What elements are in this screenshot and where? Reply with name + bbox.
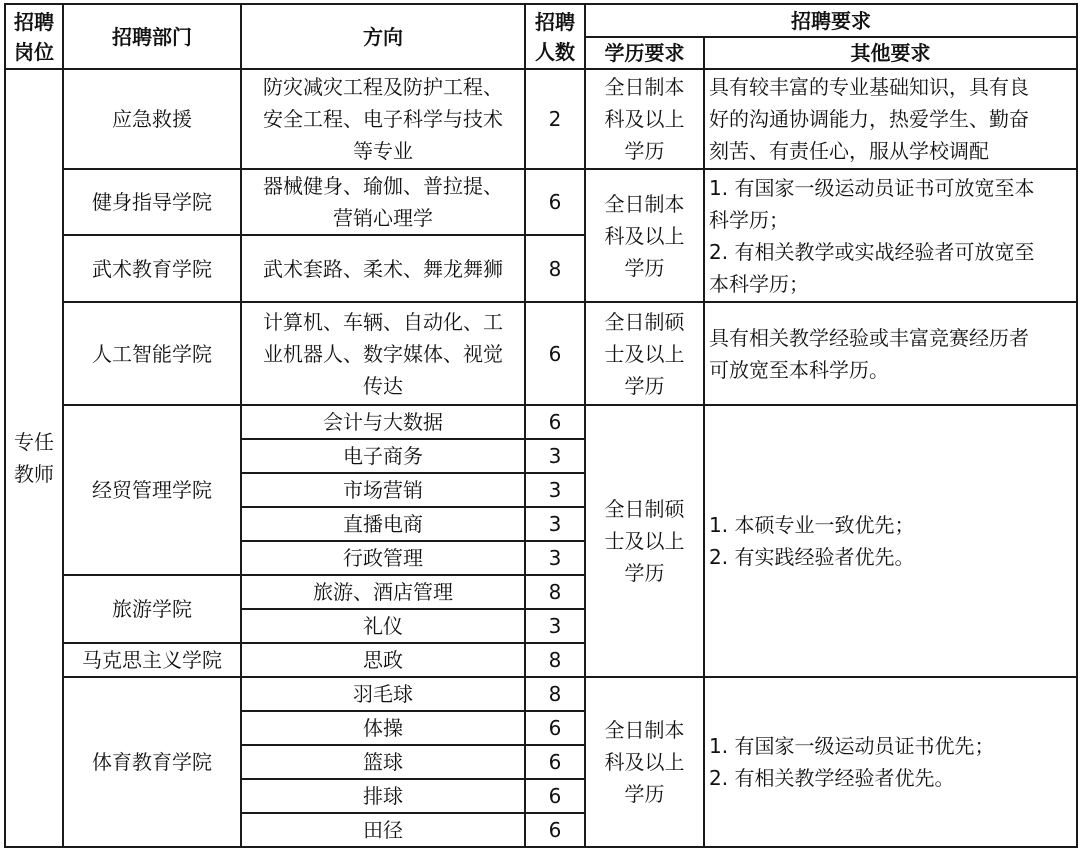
- other-line: 好的沟通协调能力，热爱学生、勤奋: [709, 107, 1029, 131]
- education-line: 全日制本: [604, 75, 685, 99]
- education-line: 学历: [624, 561, 665, 585]
- dept-cell: 武术教育学院: [63, 235, 241, 302]
- education-line: 学历: [624, 373, 665, 398]
- count-cell: 8: [525, 643, 585, 677]
- header-count-line: 招聘: [535, 9, 575, 34]
- other-line: 具有较丰富的专业基础知识，具有良: [709, 75, 1029, 99]
- other-cell: [704, 169, 1077, 302]
- direction-cell: [241, 69, 525, 169]
- count-cell: 6: [525, 813, 585, 847]
- direction-cell: 直播电商: [241, 507, 525, 541]
- post-line: 专任: [14, 430, 54, 454]
- post-cell: [5, 69, 63, 847]
- table-row: [5, 302, 1077, 405]
- count-cell: 6: [525, 302, 585, 405]
- table-row: [5, 169, 1077, 235]
- education-cell: [585, 302, 704, 405]
- direction-line: 安全工程、电子科学与技术: [263, 107, 503, 131]
- other-cell: [704, 677, 1077, 847]
- direction-line: 业机器人、数字媒体、视觉: [263, 341, 503, 366]
- count-cell: 3: [525, 439, 585, 473]
- table-row: [5, 69, 1077, 169]
- header-count: [525, 4, 585, 69]
- other-line: 2. 有相关教学或实战经验者可放宽至: [709, 239, 1035, 264]
- direction-cell: 电子商务: [241, 439, 525, 473]
- header-dept: 招聘部门: [63, 4, 241, 69]
- direction-cell: [241, 302, 525, 405]
- dept-cell: 人工智能学院: [63, 302, 241, 405]
- education-line: 全日制本: [604, 718, 685, 742]
- table-row: [5, 405, 1077, 439]
- post-line: 教师: [14, 462, 54, 486]
- direction-line: 等专业: [353, 139, 413, 163]
- count-cell: 8: [525, 235, 585, 302]
- direction-cell: 篮球: [241, 745, 525, 779]
- other-line: 1. 有国家一级运动员证书优先；: [709, 734, 995, 758]
- education-line: 全日制硕: [604, 497, 685, 521]
- header-requirements: 招聘要求: [585, 4, 1077, 37]
- education-line: 科及以上: [604, 107, 685, 131]
- other-line: 可放宽至本科学历。: [709, 357, 889, 382]
- header-count-line: 人数: [535, 39, 575, 64]
- recruitment-table: [4, 3, 1078, 848]
- count-cell: 3: [525, 541, 585, 575]
- dept-cell: 健身指导学院: [63, 169, 241, 235]
- other-line: 1. 本硕专业一致优先；: [709, 513, 915, 537]
- direction-cell: 田径: [241, 813, 525, 847]
- other-cell: [704, 69, 1077, 169]
- direction-line: 传达: [363, 373, 403, 398]
- count-cell: 2: [525, 69, 585, 169]
- header-post-line: 岗位: [14, 39, 54, 64]
- education-line: 学历: [624, 782, 665, 806]
- count-cell: 6: [525, 779, 585, 813]
- header-direction: 方向: [241, 4, 525, 69]
- education-line: 学历: [624, 139, 665, 163]
- direction-cell: 武术套路、柔术、舞龙舞狮: [241, 235, 525, 302]
- direction-line: 计算机、车辆、自动化、工: [263, 309, 503, 334]
- count-cell: 8: [525, 677, 585, 711]
- header-post-line: 招聘: [14, 9, 54, 34]
- dept-cell: 应急救援: [63, 69, 241, 169]
- direction-cell: 羽毛球: [241, 677, 525, 711]
- direction-cell: 礼仪: [241, 609, 525, 643]
- direction-cell: [241, 169, 525, 235]
- other-line: 刻苦、有责任心，服从学校调配: [709, 139, 989, 163]
- count-cell: 3: [525, 609, 585, 643]
- education-line: 科及以上: [604, 223, 685, 248]
- dept-cell: 马克思主义学院: [63, 643, 241, 677]
- direction-cell: 行政管理: [241, 541, 525, 575]
- header-post: [5, 4, 63, 69]
- direction-cell: 会计与大数据: [241, 405, 525, 439]
- education-cell: [585, 169, 704, 302]
- education-cell: [585, 69, 704, 169]
- count-cell: 3: [525, 507, 585, 541]
- direction-cell: 思政: [241, 643, 525, 677]
- other-line: 具有相关教学经验或丰富竞赛经历者: [709, 325, 1029, 350]
- direction-cell: 旅游、酒店管理: [241, 575, 525, 609]
- table-row: [5, 677, 1077, 711]
- other-cell: [704, 302, 1077, 405]
- direction-line: 器械健身、瑜伽、普拉提、: [263, 174, 503, 198]
- education-line: 士及以上: [604, 529, 685, 553]
- header-education: 学历要求: [585, 37, 704, 69]
- education-line: 全日制本: [604, 191, 685, 216]
- other-cell: [704, 405, 1077, 677]
- header-other: 其他要求: [704, 37, 1077, 69]
- direction-line: 防灾减灾工程及防护工程、: [263, 75, 503, 99]
- count-cell: 3: [525, 473, 585, 507]
- direction-cell: 排球: [241, 779, 525, 813]
- count-cell: 8: [525, 575, 585, 609]
- dept-cell: 体育教育学院: [63, 677, 241, 847]
- other-line: 1. 有国家一级运动员证书可放宽至本: [709, 175, 1035, 200]
- count-cell: 6: [525, 745, 585, 779]
- other-line: 2. 有相关教学经验者优先。: [709, 766, 955, 790]
- education-line: 学历: [624, 255, 665, 280]
- direction-cell: 市场营销: [241, 473, 525, 507]
- other-line: 本科学历；: [709, 271, 809, 296]
- education-cell: [585, 677, 704, 847]
- count-cell: 6: [525, 711, 585, 745]
- dept-cell: 旅游学院: [63, 575, 241, 643]
- other-line: 科学历；: [709, 207, 789, 232]
- count-cell: 6: [525, 169, 585, 235]
- education-line: 科及以上: [604, 750, 685, 774]
- other-line: 2. 有实践经验者优先。: [709, 545, 915, 569]
- dept-cell: 经贸管理学院: [63, 405, 241, 575]
- count-cell: 6: [525, 405, 585, 439]
- education-line: 全日制硕: [604, 309, 685, 334]
- education-line: 士及以上: [604, 341, 685, 366]
- direction-line: 营销心理学: [333, 206, 433, 230]
- education-cell: [585, 405, 704, 677]
- direction-cell: 体操: [241, 711, 525, 745]
